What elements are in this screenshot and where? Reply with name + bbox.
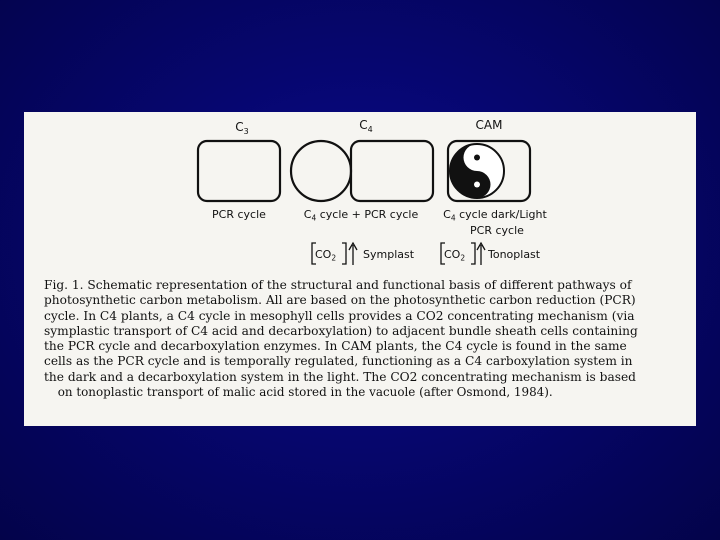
c4-header: $C_4$ bbox=[359, 118, 373, 134]
tonoplast-transport bbox=[441, 243, 541, 265]
caption-line: the dark and a decarboxylation system in the light. The CO2 concentrating mechanism is based bbox=[44, 369, 636, 384]
figure-caption bbox=[44, 278, 684, 400]
pathway-diagram bbox=[24, 112, 696, 282]
c3-cell bbox=[198, 141, 280, 201]
c4-cycle-label: $C_4$ cycle + PCR cycle bbox=[303, 208, 419, 223]
c3-header: $C_3$ bbox=[235, 120, 249, 136]
cam-cycle-label: $C_4$ cycle dark/Light bbox=[443, 208, 547, 223]
cam-cycle-label-2: PCR cycle bbox=[470, 224, 524, 237]
caption-line: on tonoplastic transport of malic acid stored in the vacuole (after Osmond, 1984). bbox=[57, 385, 553, 400]
c4-bundle-sheath-cell bbox=[351, 141, 433, 201]
cam-yin-yang-symbol bbox=[450, 144, 504, 198]
caption-line: cells as the PCR cycle and is temporally regulated, functioning as a C4 carboxylation system in bbox=[44, 354, 633, 369]
caption-line: Fig. 1. Schematic representation of the structural and functional basis of different pathways of bbox=[44, 278, 632, 292]
co2-label-symplast: $CO_2$ bbox=[315, 248, 337, 263]
caption-line: symplastic transport of C4 acid and decarboxylation) to adjacent bundle sheath cells containing bbox=[44, 323, 638, 338]
co2-label-tonoplast: $CO_2$ bbox=[444, 248, 466, 263]
symplast-label: Symplast bbox=[363, 248, 415, 261]
caption-line: photosynthetic carbon metabolism. All are based on the photosynthetic carbon reduction (PCR) bbox=[44, 293, 636, 308]
figure-panel bbox=[24, 112, 696, 426]
symplast-transport bbox=[312, 243, 415, 265]
c4-mesophyll-cell bbox=[291, 141, 351, 201]
caption-line: cycle. In C4 plants, a C4 cycle in mesophyll cells provides a CO2 concentrating mechanism (via bbox=[44, 308, 635, 323]
caption-line: the PCR cycle and decarboxylation enzymes. In CAM plants, the C4 cycle is found in the same bbox=[44, 339, 627, 354]
tonoplast-label: Tonoplast bbox=[488, 248, 541, 261]
cam-header: CAM bbox=[475, 118, 503, 132]
c3-cycle-label: PCR cycle bbox=[212, 208, 266, 221]
